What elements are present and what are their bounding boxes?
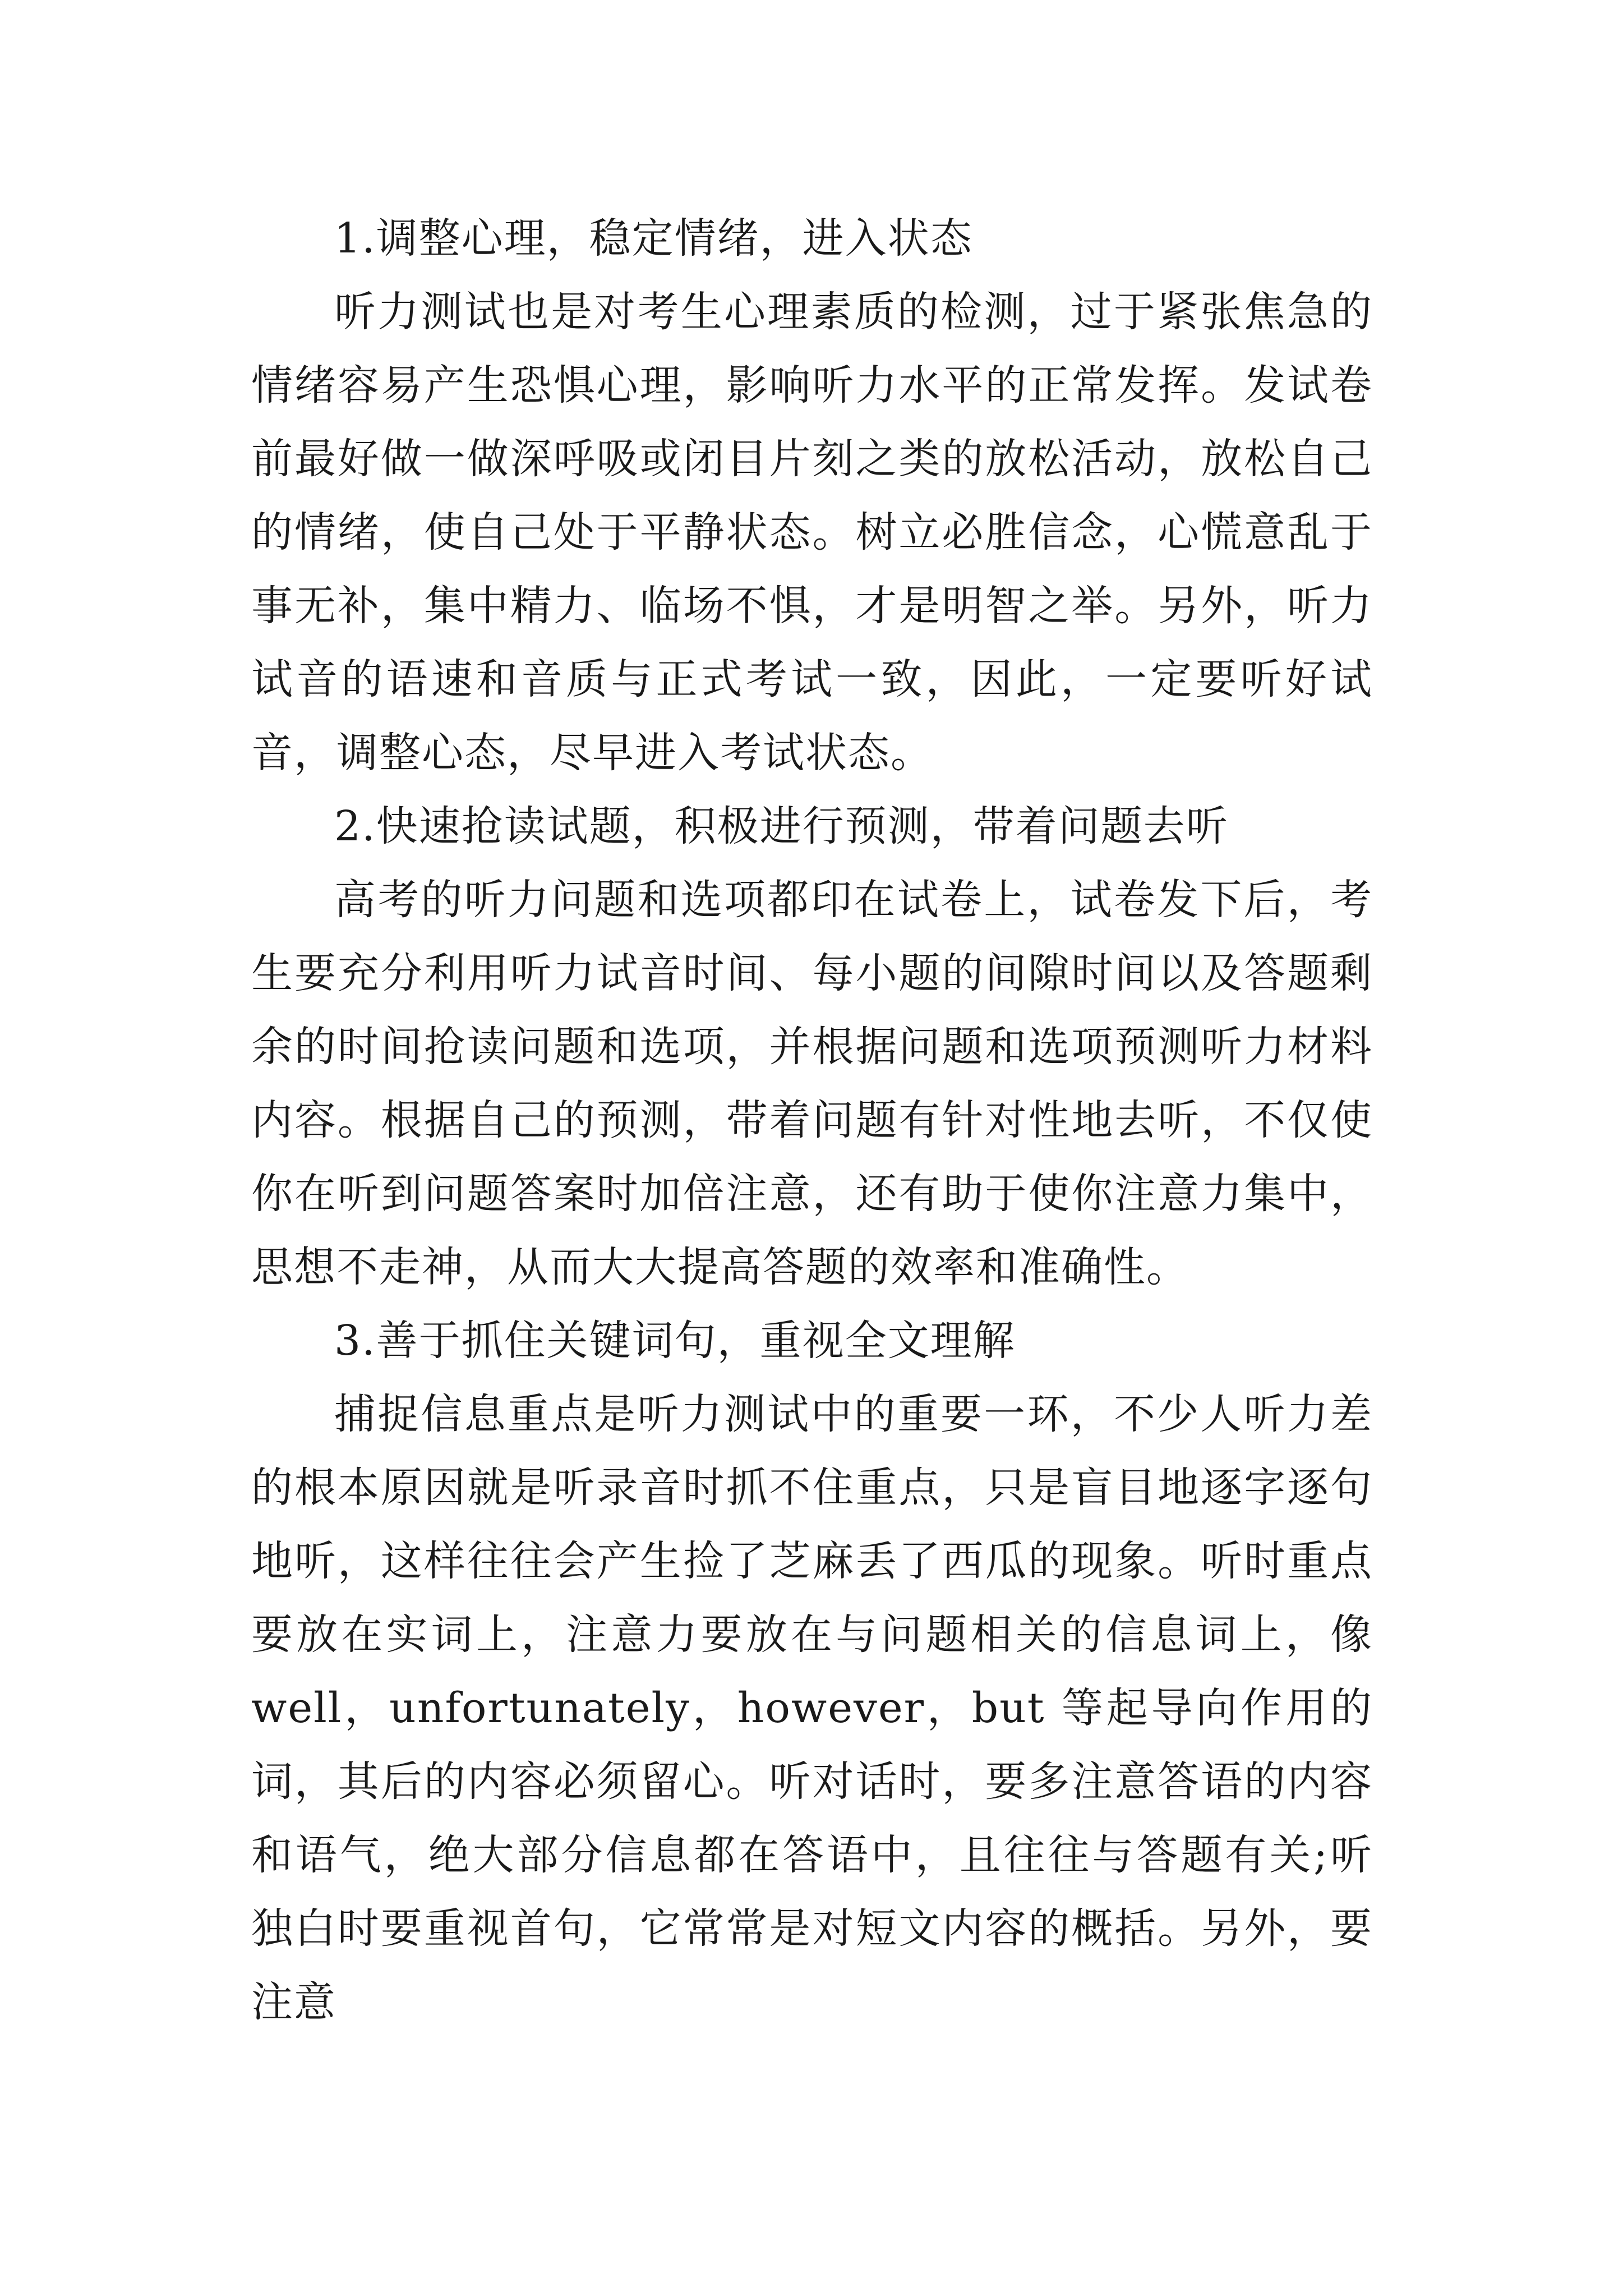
paragraph: 听力测试也是对考生心理素质的检测，过于紧张焦急的情绪容易产生恐惧心理，影响听力水平的正常发挥。发试卷前最好做一做深呼吸或闭目片刻之类的放松活动，放松自己的情绪，使自己处于平静状态。树立必胜信念，心慌意乱于事无补，集中精力、临场不惧，才是明智之举。另外，听力试音的语速和音质与正式考试一致，因此，一定要听好试音，调整心态，尽早进入考试状态。 [251, 288, 1373, 777]
document-body [251, 202, 1373, 2039]
section-heading: 3.善于抓住关键词句，重视全文理解 [334, 1317, 1016, 1365]
paragraph: 捕捉信息重点是听力测试中的重要一环，不少人听力差的根本原因就是听录音时抓不住重点，只是盲目地逐字逐句地听，这样往往会产生捡了芝麻丢了西瓜的现象。听时重点要放在实词上，注意力要放在与问题相关的信息词上，像well，unfortunately，however，but 等起导向作用的词，其后的内容必须留心。听对话时，要多注意答语的内容和语气，绝大部分信息都在答语中，且往往与答题有关;听独白时要重视首句，它常常是对短文内容的概括。另外，要注意 [251, 1390, 1373, 2026]
section-heading: 1.调整心理，稳定情绪，进入状态 [334, 214, 973, 263]
section-heading: 2.快速抢读试题，积极进行预测，带着问题去听 [334, 802, 1229, 850]
paragraph: 高考的听力问题和选项都印在试卷上，试卷发下后，考生要充分利用听力试音时间、每小题的间隙时间以及答题剩余的时间抢读问题和选项，并根据问题和选项预测听力材料内容。根据自己的预测，带着问题有针对性地去听，不仅使你在听到问题答案时加倍注意，还有助于使你注意力集中，思想不走神，从而大大提高答题的效率和准确性。 [251, 876, 1373, 1291]
